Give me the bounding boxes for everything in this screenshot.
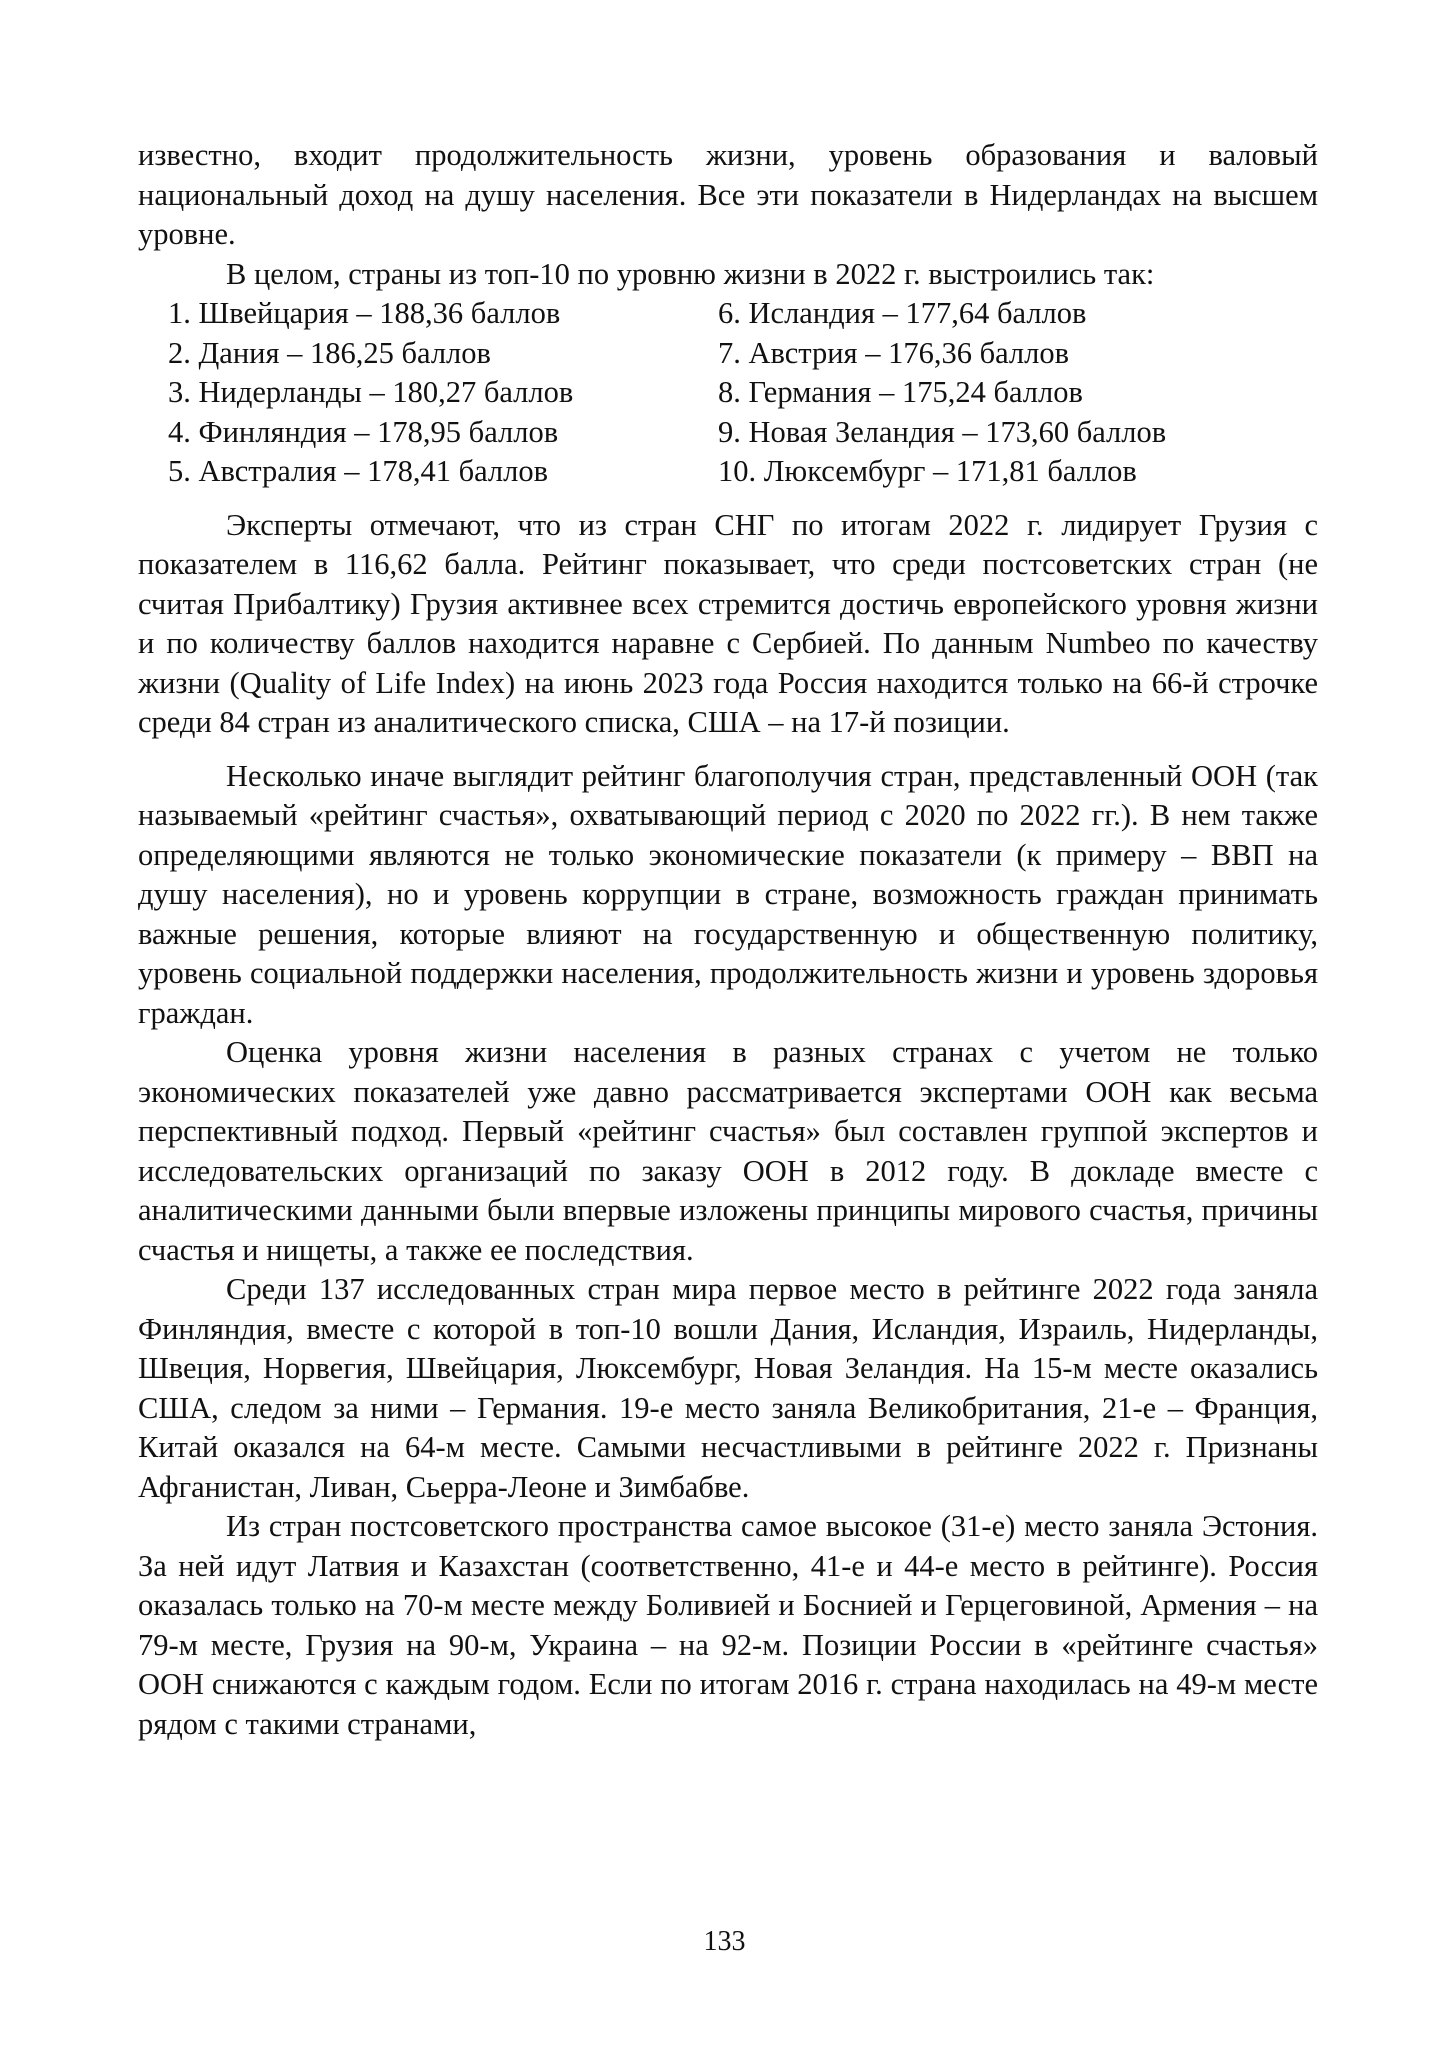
ranking-item-1: 1. Швейцария – 188,36 баллов — [168, 296, 561, 330]
ranking-item-8: 8. Германия – 175,24 баллов — [718, 375, 1083, 409]
ranking-item-6: 6. Исландия – 177,64 баллов — [718, 296, 1087, 330]
paragraph-2022-results: Среди 137 исследованных стран мира первое место в рейтинге 2022 года заняла Финляндия, вместе с которой в топ-10 вошли Дания, Исландия, Израиль, Нидерланды, Швеция, Норвегия, Швейцария, Люксембург, Новая Зеландия. На 15-м месте оказались США, следом за ними – Германия. 19-е место заняла Великобритания, 21-е – Франция, Китай оказался на 64-м месте. Самыми несчастливыми в рейтинге 2022 г. Признаны Афганистан, Ливан, Сьерра-Леоне и Зимбабве. — [138, 1272, 1318, 1504]
ranking-item-9: 9. Новая Зеландия – 173,60 баллов — [718, 414, 1167, 449]
top10-ranking-list — [138, 294, 1318, 492]
ranking-item-5: 5. Австралия – 178,41 баллов — [168, 454, 549, 488]
ranking-item-7: 7. Австрия – 176,36 баллов — [718, 335, 1070, 370]
ranking-item-10: 10. Люксембург – 171,81 баллов — [718, 454, 1137, 488]
paragraph-un-assessment: Оценка уровня жизни населения в разных странах с учетом не только экономических показателей уже давно рассматривается экспертами ООН как весьма перспективный подход. Первый «рейтинг счастья» был составлен группой экспертов и исследовательских организаций по заказу ООН в 2012 году. В докладе вместе с аналитическими данными были впервые изложены принципы мирового счастья, причины счастья и нищеты, а также ее последствия. — [138, 1035, 1318, 1267]
paragraph-continuation: известно, входит продолжительность жизни, уровень образования и валовый национальный доход на душу населения. Все эти показатели в Нидерландах на высшем уровне. — [138, 138, 1318, 251]
page-number: 133 — [703, 1926, 746, 1957]
ranking-item-3: 3. Нидерланды – 180,27 баллов — [168, 375, 574, 409]
paragraph-un-happiness-rating: Несколько иначе выглядит рейтинг благополучия стран, представленный ООН (так называемый «рейтинг счастья», охватывающий период с 2020 по 2022 гг.). В нем также определяющими являются не только экономические показатели (к примеру – ВВП на душу населения), но и уровень коррупции в стране, возможность граждан принимать важные решения, которые влияют на государственную и общественную политику, уровень социальной поддержки населения, продолжительность жизни и уровень здоровья граждан. — [138, 758, 1318, 1030]
page-body — [138, 136, 1318, 1744]
paragraph-top10-intro: В целом, страны из топ-10 по уровню жизни в 2022 г. выстроились так: — [226, 256, 1155, 291]
ranking-item-2: 2. Дания – 186,25 баллов — [168, 335, 491, 370]
paragraph-post-soviet: Из стран постсоветского пространства самое высокое (31-е) место заняла Эстония. За ней идут Латвия и Казахстан (соответственно, 41-е и 44-е место в рейтинге). Россия оказалась только на 70-м месте между Боливией и Боснией и Герцеговиной, Армения – на 79-м месте, Грузия на 90-м, Украина – на 92-м. Позиции России в «рейтинге счастья» ООН снижаются с каждым годом. Если по итогам 2016 г. страна находилась на 49-м месте рядом с такими странами, — [138, 1509, 1318, 1741]
ranking-item-4: 4. Финляндия – 178,95 баллов — [168, 414, 559, 449]
paragraph-cis-leaders: Эксперты отмечают, что из стран СНГ по итогам 2022 г. лидирует Грузия с показателем в 116,62 балла. Рейтинг показывает, что среди постсоветских стран (не считая Прибалтику) Грузия активнее всех стремится достичь европейского уровня жизни и по количеству баллов находится наравне с Сербией. По данным Numbeo по качеству жизни (Quality of Life Index) на июнь 2023 года Россия находится только на 66-й строчке среди 84 стран из аналитического списка, США – на 17-й позиции. — [138, 507, 1318, 739]
